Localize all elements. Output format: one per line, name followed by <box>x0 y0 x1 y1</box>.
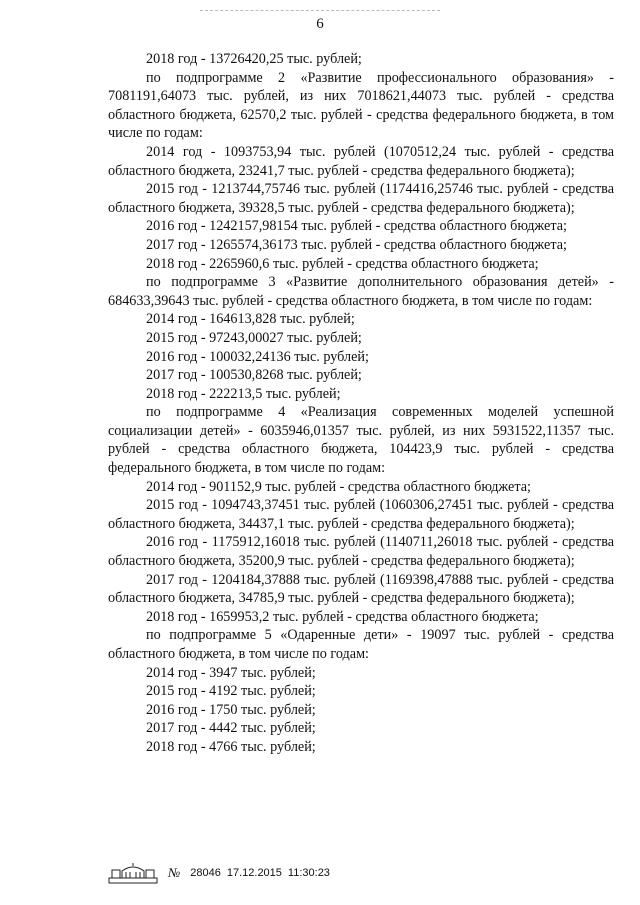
paragraph: 2018 год - 13726420,25 тыс. рублей; <box>146 51 362 67</box>
paragraph: 2015 год - 1213744,75746 тыс. рублей (1174416,25746 тыс. рублей - средства областного бюджета, 39328,5 тыс. рублей - средства федерального бюджета); <box>108 181 614 216</box>
paragraph: 2014 год - 1093753,94 тыс. рублей (1070512,24 тыс. рублей - средства областного бюджета, 23241,7 тыс. рублей - средства федерального бюджета); <box>108 143 614 179</box>
paragraph: по подпрограмме 2 «Развитие профессионального образования» - 7081191,64073 тыс. рублей, из них 7018621,44073 тыс. рублей - средства областного бюджета, 62570,2 тыс. рублей - средства федерального бюджета, в том числе по годам: <box>108 69 614 142</box>
paragraph: 2015 год - 1094743,37451 тыс. рублей (1060306,27451 тыс. рублей - средства областного бюджета, 34437,1 тыс. рублей - средства федерального бюджета); <box>108 497 614 532</box>
paragraph: 2014 год - 901152,9 тыс. рублей - средства областного бюджета; <box>146 478 531 495</box>
paragraph: 2018 год - 4766 тыс. рублей; <box>146 738 316 755</box>
page-number: 6 <box>316 16 324 32</box>
paragraph: 2016 год - 1175912,16018 тыс. рублей (1140711,26018 тыс. рублей - средства областного бюджета, 35200,9 тыс. рублей - средства федерального бюджета); <box>108 534 614 570</box>
paragraph: 2014 год - 164613,828 тыс. рублей; <box>146 311 355 328</box>
paragraph: 2015 год - 4192 тыс. рублей; <box>146 683 316 700</box>
paragraph: по подпрограмме 3 «Развитие дополнительного образования детей» - 684633,39643 тыс. рублей - средства областного бюджета, в том числе по годам: <box>108 274 614 309</box>
paragraph: 2016 год - 100032,24136 тыс. рублей; <box>146 348 369 365</box>
paragraph: 2017 год - 1265574,36173 тыс. рублей - средства областного бюджета; <box>146 236 567 253</box>
paragraph: 2018 год - 1659953,2 тыс. рублей - средства областного бюджета; <box>146 608 539 625</box>
paragraph: 2017 год - 4442 тыс. рублей; <box>146 720 316 737</box>
paragraph: 2016 год - 1242157,98154 тыс. рублей - средства областного бюджета; <box>146 218 567 235</box>
paragraph: по подпрограмме 5 «Одаренные дети» - 19097 тыс. рублей - средства областного бюджета, в том числе по годам: <box>108 627 614 662</box>
paragraph: 2014 год - 3947 тыс. рублей; <box>146 664 316 681</box>
paragraph: 2015 год - 97243,00027 тыс. рублей; <box>146 329 362 346</box>
paragraph: по подпрограмме 4 «Реализация современных моделей успешной социализации детей» - 6035946,01357 тыс. рублей, из них 5931522,11357 тыс. рублей - средства областного бюджета, 104423,9 тыс. рублей - средства федерального бюджета, в том числе по годам: <box>108 404 614 477</box>
document-footer <box>108 862 330 884</box>
paragraph: 2018 год - 2265960,6 тыс. рублей - средства областного бюджета; <box>146 255 539 272</box>
paragraph: 2017 год - 100530,8268 тыс. рублей; <box>146 367 362 384</box>
paragraph: 2017 год - 1204184,37888 тыс. рублей (1169398,47888 тыс. рублей - средства областного бюджета, 34785,9 тыс. рублей - средства федерального бюджета); <box>108 571 614 607</box>
registration-time: 11:30:23 <box>287 867 330 879</box>
registration-number: 28046 <box>190 867 221 879</box>
number-sign: № <box>168 865 181 880</box>
building-logo-icon <box>108 862 158 884</box>
paragraph: 2018 год - 222213,5 тыс. рублей; <box>146 385 341 402</box>
registration-date: 17.12.2015 <box>226 867 282 879</box>
document-body <box>108 50 614 757</box>
scan-dash-line <box>200 10 440 11</box>
paragraph: 2016 год - 1750 тыс. рублей; <box>146 701 316 718</box>
